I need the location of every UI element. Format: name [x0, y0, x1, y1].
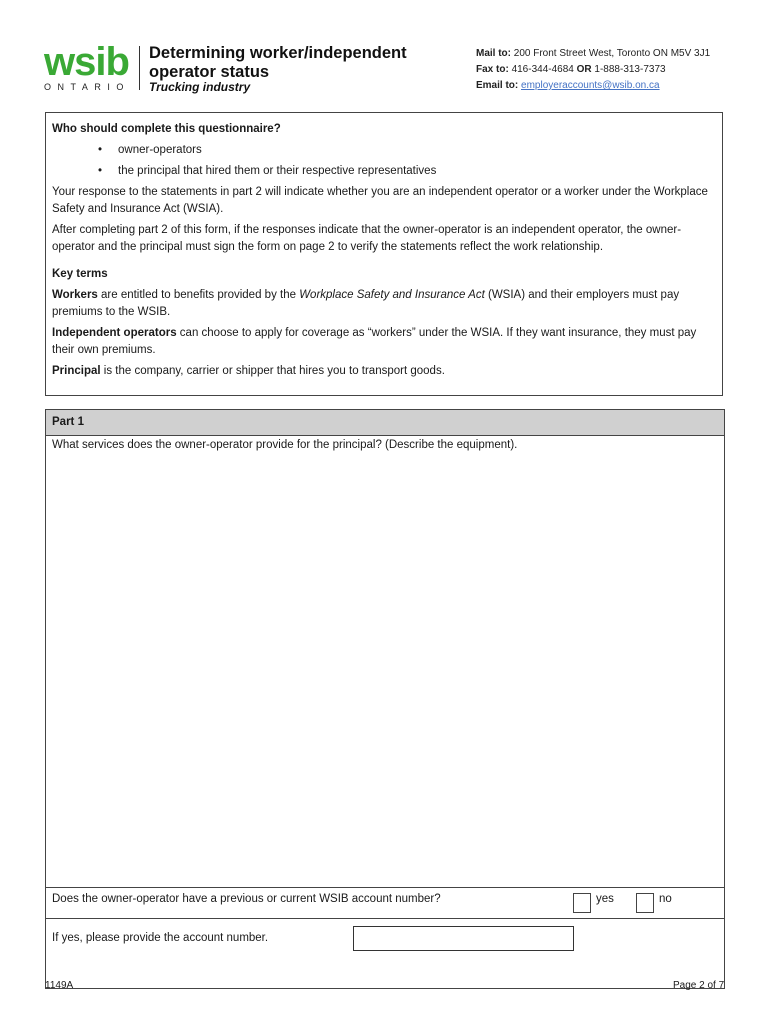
intro-paragraph-2: After completing part 2 of this form, if the responses indicate that the owner-operator is an independent operator, the owner-operator and the principal must sign the form on page 2 to verify the statements reflect the work relationship.	[52, 224, 682, 253]
no-label: no	[659, 893, 672, 905]
email-link[interactable]: employeraccounts@wsib.on.ca	[521, 80, 660, 91]
fax-label: Fax to:	[476, 64, 509, 75]
workers-definition	[52, 287, 716, 321]
part-1-heading: Part 1	[46, 410, 724, 436]
wsia-act-title: Workplace Safety and Insurance Act	[299, 289, 485, 301]
fax-number: 416-344-4684	[511, 64, 574, 75]
intro-box	[45, 112, 723, 396]
independent-definition	[52, 325, 716, 359]
key-terms-heading: Key terms	[52, 268, 108, 280]
yes-checkbox[interactable]	[573, 893, 591, 913]
services-answer-field[interactable]	[46, 458, 724, 886]
yes-label: yes	[596, 893, 614, 905]
account-question: Does the owner-operator have a previous or current WSIB account number?	[52, 893, 441, 905]
email-label: Email to:	[476, 80, 519, 91]
logo-subtitle: ONTARIO	[44, 82, 130, 92]
mail-label: Mail to:	[476, 48, 511, 59]
fax-line	[476, 62, 710, 78]
wsib-logo	[44, 40, 134, 92]
mail-line	[476, 46, 710, 62]
fax-number-2: 1-888-313-7373	[594, 64, 666, 75]
form-subtitle: Trucking industry	[149, 80, 251, 94]
page-number: Page 2 of 7	[673, 980, 725, 991]
account-number-input[interactable]	[353, 926, 574, 951]
workers-text: are entitled to benefits provided by the	[97, 289, 300, 301]
independent-term: Independent operators	[52, 327, 177, 339]
mail-address: 200 Front Street West, Toronto ON M5V 3J1	[513, 48, 711, 59]
principal-definition	[52, 363, 716, 380]
account-number-question-row	[46, 887, 724, 919]
contact-block	[476, 46, 710, 94]
part-1-section	[45, 409, 725, 989]
fax-or: OR	[576, 64, 592, 75]
who-heading: Who should complete this questionnaire?	[52, 123, 281, 135]
principal-text: is the company, carrier or shipper that hires you to transport goods.	[100, 365, 445, 377]
workers-term: Workers	[52, 289, 98, 301]
principal-term: Principal	[52, 365, 101, 377]
account-number-prompt: If yes, please provide the account number.	[52, 932, 269, 944]
workers-text-2: (WSIA) and their employers must pay premiums to the WSIB.	[52, 289, 680, 318]
email-line	[476, 78, 710, 94]
bullet-item: • the principal that hired them or their respective representatives	[52, 163, 716, 180]
intro-paragraph-1: Your response to the statements in part 2 will indicate whether you are an independent operator or a worker under the Workplace Safety and Insurance Act (WSIA).	[52, 186, 708, 215]
form-title: Determining worker/independent operator status	[149, 44, 407, 81]
bullet-item: • owner-operators	[52, 142, 716, 159]
form-code: 1149A	[45, 980, 74, 991]
logo-wordmark: wsib	[44, 40, 129, 84]
independent-text: can choose to apply for coverage as “workers” under the WSIA. If they want insurance, they must pay their own premiums.	[52, 327, 697, 356]
header-divider	[139, 46, 140, 90]
no-checkbox[interactable]	[636, 893, 654, 913]
services-question: What services does the owner-operator provide for the principal? (Describe the equipment).	[52, 439, 518, 451]
